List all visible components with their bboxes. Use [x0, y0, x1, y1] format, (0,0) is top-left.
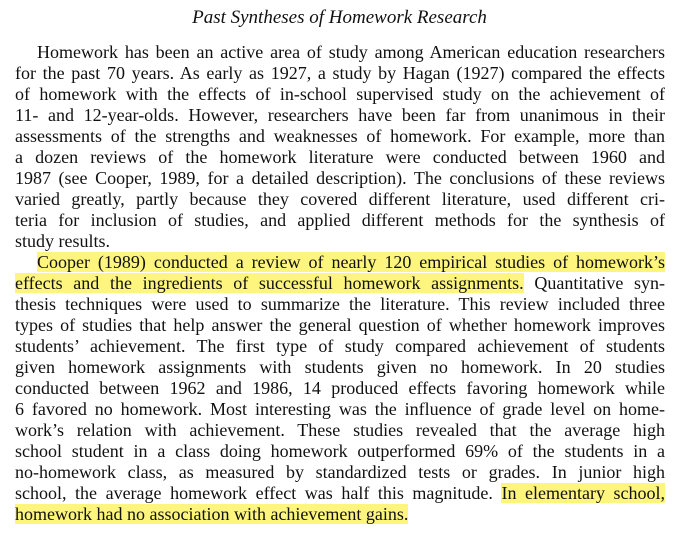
text-segment: school, the average homework effect was half this magnitude. [15, 483, 502, 503]
highlighted-text: homework had no association with achievement gains. [15, 504, 409, 524]
text-segment: 6 favored no homework. Most interesting was the influence of grade level on home- [15, 399, 665, 419]
text-segment: varied greatly, partly because they covered different literature, used different cri- [15, 189, 665, 209]
text-line [15, 168, 665, 189]
text-segment: of homework with the effects of in-school supervised study on the achievement of [15, 84, 665, 104]
text-line [15, 84, 665, 105]
text-segment: school student in a class doing homework outperformed 69% of the students in a [15, 441, 665, 461]
text-line [15, 504, 665, 525]
text-line [15, 189, 665, 210]
text-line [15, 231, 665, 252]
text-segment: work’s relation with achievement. These studies revealed that the average high [15, 420, 665, 440]
text-line [37, 252, 665, 273]
text-segment: conducted between 1962 and 1986, 14 produced effects favoring homework while [15, 378, 665, 398]
text-segment: Homework has been an active area of study among American education researchers [37, 42, 665, 62]
text-segment: 11- and 12-year-olds. However, researchers have been far from unanimous in their [15, 105, 665, 125]
text-segment: teria for inclusion of studies, and applied different methods for the synthesis of [15, 210, 665, 230]
text-segment: given homework assignments with students given no homework. In 20 studies [15, 357, 665, 377]
text-segment: 1987 (see Cooper, 1989, for a detailed description). The conclusions of these reviews [15, 168, 665, 188]
highlighted-text: Cooper (1989) conducted a review of nearly 120 empirical studies of homework’s [37, 252, 665, 272]
text-line [15, 315, 665, 336]
text-line [15, 441, 665, 462]
text-line [15, 420, 665, 441]
text-segment: no-homework class, as measured by standardized tests or grades. In junior high [15, 462, 665, 482]
text-line [15, 147, 665, 168]
text-line [15, 294, 665, 315]
text-line [15, 336, 665, 357]
highlighted-text: effects and the ingredients of successful homework assignments. [15, 273, 524, 293]
text-line [15, 357, 665, 378]
text-line [15, 105, 665, 126]
text-segment: a dozen reviews of the homework literature were conducted between 1960 and [15, 147, 665, 167]
text-segment: types of studies that help answer the general question of whether homework improves [15, 315, 665, 335]
text-segment: Quantitative syn- [523, 273, 665, 293]
text-line [37, 42, 665, 63]
text-line [15, 378, 665, 399]
text-line [15, 126, 665, 147]
text-segment: study results. [15, 231, 111, 251]
text-line [15, 273, 665, 294]
highlighted-text: In elementary school, [501, 483, 665, 503]
section-heading: Past Syntheses of Homework Research [192, 7, 487, 28]
text-segment: for the past 70 years. As early as 1927, a study by Hagan (1927) compared the effects [15, 63, 665, 83]
text-line [15, 462, 665, 483]
text-segment: thesis techniques were used to summarize the literature. This review included three [15, 294, 665, 314]
text-segment: assessments of the strengths and weaknesses of homework. For example, more than [15, 126, 665, 146]
text-line [15, 210, 665, 231]
text-line [15, 63, 665, 84]
text-segment: students’ achievement. The first type of study compared achievement of students [15, 336, 665, 356]
text-line [15, 483, 665, 504]
text-line [15, 399, 665, 420]
